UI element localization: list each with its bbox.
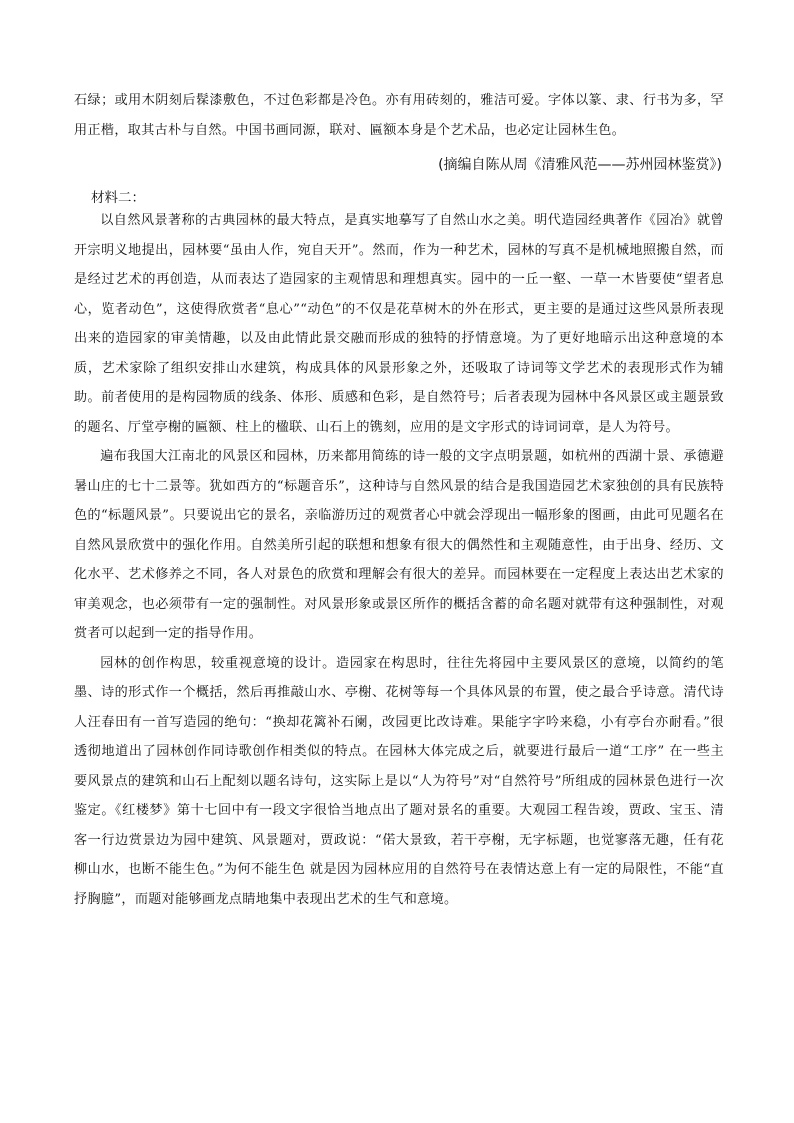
paragraph: 园林的创作构思，较重视意境的设计。造园家在构思时，往往先将园中主要风景区的意境，以简约的笔墨、诗的形式作一个概括，然后再推敲山水、亭榭、花树等每一个具体风景的布置，使之最合乎诗意。清代诗人汪春田有一首写造园的绝句：“换却花篱补石阑，改园更比改诗难。果能字字吟来稳，小有亭台亦耐看。”很透彻地道出了园林创作同诗歌创作相类似的特点。在园林大体完成之后，就要进行最后一道“工序” 在一些主要风景点的建筑和山石上配刻以题名诗句，这实际上是以“人为符号”对“自然符号”所组成的园林景色进行一次鉴定。《红楼梦》第十七回中有一段文字很恰当地点出了题对景名的重要。大观园工程告竣，贾政、宝玉、清客一行边赏景边为园中建筑、风景题对，贾政说：“偌大景致，若干亭榭，无字标题，也觉寥落无趣，任有花柳山水，也断不能生色。”为何不能生色 就是因为园林应用的自然符号在表情达意上有一定的局限性，不能“直抒胸臆”，而题对能够画龙点睛地集中表现出艺术的生气和意境。 bbox=[74, 655, 724, 907]
section-label-material-two: 材料二： bbox=[91, 190, 145, 206]
continuation-block bbox=[74, 86, 724, 145]
continuation-paragraph: 石绿；或用木阴刻后髹漆敷色，不过色彩都是冷色。亦有用砖刻的，雅洁可爱。字体以篆、隶、行书为多，罕用正楷，取其古朴与自然。中国书画同源，联对、匾额本身是个艺术品，也必定让园林生色。 bbox=[74, 93, 724, 138]
paragraph: 以自然风景著称的古典园林的最大特点，是真实地摹写了自然山水之美。明代造园经典著作《园冶》就曾开宗明义地提出，园林要“虽由人作，宛自天开”。然而，作为一种艺术，园林的写真不是机械地照搬自然，而是经过艺术的再创造，从而表达了造园家的主观情思和理想真实。园中的一丘一壑、一草一木皆要使“望者息心，览者动色”，这使得欣赏者“息心”“动色”的不仅是花草树木的外在形式，更主要的是通过这些风景所表现出来的造园家的审美情趣，以及由此情此景交融而形成的独特的抒情意境。为了更好地暗示出这种意境的本质，艺术家除了组织安排山水建筑，构成具体的风景形象之外，还吸取了诗词等文学艺术的表现形式作为辅助。前者使用的是构园物质的线条、体形、质感和色彩，是自然符号；后者表现为园林中各风景区或主题景致的题名、厅堂亭榭的匾额、柱上的楹联、山石上的镌刻，应用的是文字形式的诗词词章，是人为符号。 bbox=[74, 213, 724, 435]
paragraph: 遍布我国大江南北的风景区和园林，历来都用简练的诗一般的文字点明景题，如杭州的西湖十景、承德避暑山庄的七十二景等。犹如西方的“标题音乐”，这种诗与自然风景的结合是我国造园艺术家独创的具有民族特色的“标题风景”。只要说出它的景名，亲临游历过的观赏者心中就会浮现出一幅形象的图画，由此可见题名在自然风景欣赏中的强化作用。自然美所引起的联想和想象有很大的偶然性和主观随意性，由于出身、经历、文化水平、艺术修养之不同，各人对景色的欣赏和理解会有很大的差异。而园林要在一定程度上表达出艺术家的审美观念，也必须带有一定的强制性。对风景形象或景区所作的概括含蓄的命名题对就带有这种强制性，对观赏者可以起到一定的指导作用。 bbox=[74, 449, 724, 641]
material-two-body bbox=[74, 206, 724, 914]
source-citation: (摘编自陈从周《清雅风范——苏州园林鉴赏》) bbox=[438, 157, 722, 173]
